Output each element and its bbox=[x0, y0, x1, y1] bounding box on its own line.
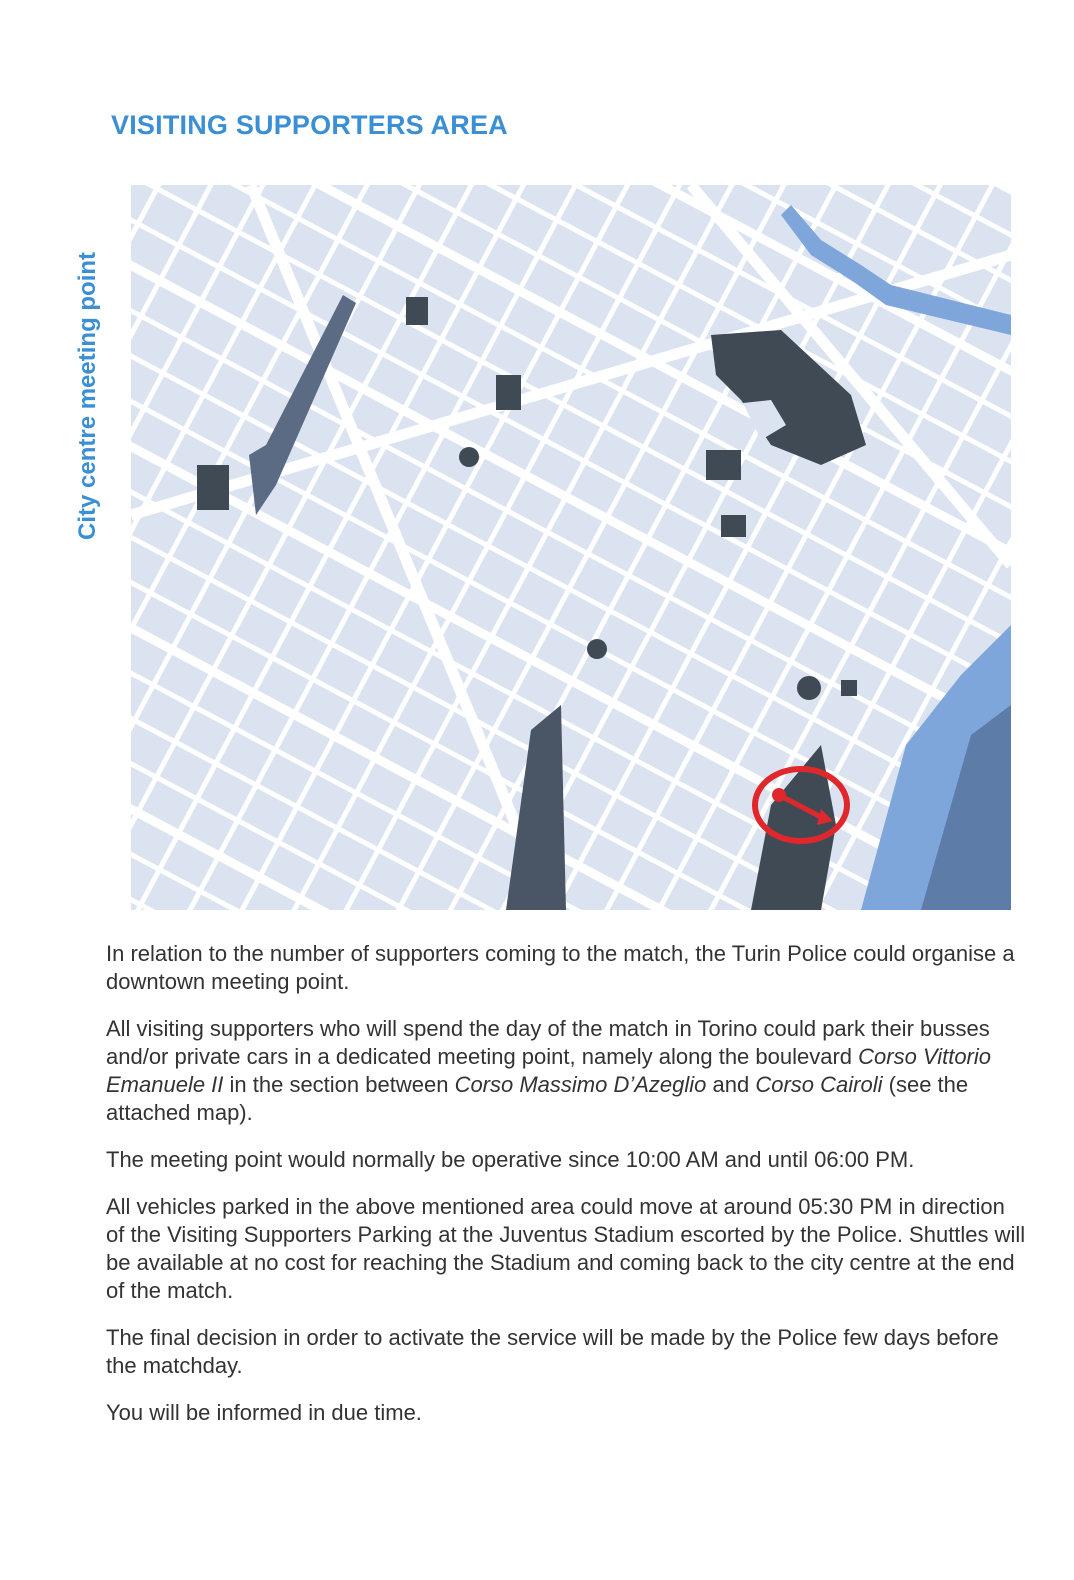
dark-block bbox=[721, 515, 746, 537]
page-title: VISITING SUPPORTERS AREA bbox=[111, 110, 508, 140]
paragraph-4: All vehicles parked in the above mentioned area could move at around 05:30 PM in direction of the Visiting Supporters Parking at the Juventus Stadium escorted by the Police. Shuttles will be available at no cost for reaching the Stadium and coming back to the city centre at the end of the match. bbox=[106, 1194, 1026, 1303]
street-corso-massimo: Corso Massimo D’Azeglio bbox=[454, 1072, 707, 1097]
dark-block bbox=[197, 465, 229, 510]
street-corso-vittorio: Corso Vittorio Emanuele II bbox=[106, 1044, 992, 1097]
paragraph-2: All visiting supporters who will spend the day of the match in Torino could park their busses and/or private cars in a dedicated meeting point, namely along the boulevard Corso Vittorio Emanuele II in the section between Corso Massimo D’Azeglio and Corso Cairoli (see the attached map). bbox=[106, 1016, 992, 1125]
side-label: City centre meeting point bbox=[74, 251, 101, 540]
dark-block bbox=[841, 680, 857, 696]
paragraph-6: You will be informed in due time. bbox=[106, 1400, 422, 1425]
dark-block bbox=[459, 447, 479, 467]
body-text bbox=[106, 940, 1026, 1446]
paragraph-5: The final decision in order to activate the service will be made by the Police few days before the matchday. bbox=[106, 1325, 999, 1378]
dark-block bbox=[496, 375, 521, 410]
paragraph-1: In relation to the number of supporters coming to the match, the Turin Police could organise a downtown meeting point. bbox=[106, 941, 1015, 994]
city-centre-map bbox=[131, 185, 1011, 910]
dark-block bbox=[706, 450, 741, 480]
paragraph-3: The meeting point would normally be operative since 10:00 AM and until 06:00 PM. bbox=[106, 1147, 915, 1172]
map-graphic bbox=[131, 185, 1011, 910]
meeting-point-dot bbox=[772, 788, 786, 802]
dark-block bbox=[797, 676, 821, 700]
street-corso-cairoli: Corso Cairoli bbox=[755, 1072, 883, 1097]
dark-block bbox=[587, 639, 607, 659]
dark-block bbox=[406, 297, 428, 325]
